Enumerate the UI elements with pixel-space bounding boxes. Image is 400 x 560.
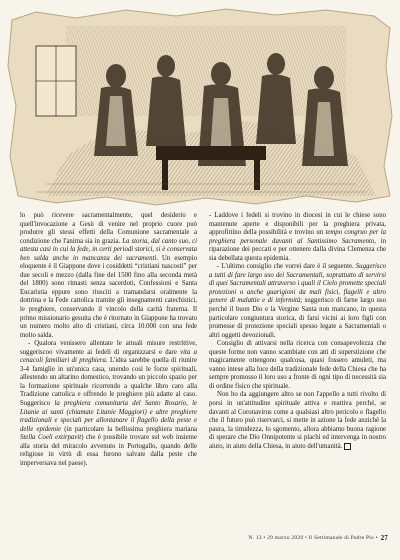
text-run: - Qualora venissero allentate le attuali misure restrittive, suggeriscoo vivamente ai fedeli di organizzarsi e dare <box>20 340 197 356</box>
paragraph <box>20 212 197 340</box>
text-italic: vita a cenacoli familiari di preghiera <box>20 348 197 365</box>
text-italic: La storia, dal canto suo, ci attesta casi in cui la fede, in certi periodi storici, si è conservata ben salda anche in mancanza dei sacramenti <box>20 237 197 262</box>
text-run: ; suggerisco di farne largo uso perché il buon Dio e la Vergine Santa non mancano, in questa particolare congiuntura storica, di farsi vicini ai loro figli con promesse di protezione speciali spesso legate a Sacramentali o altri oggetti devozionali. <box>209 297 386 339</box>
right-column <box>209 212 386 528</box>
left-column <box>20 212 197 528</box>
text-run: Consiglio di attivarsi nella ricerca con consapevolezza che queste forme non vanno scambiate con atti di superstizione che magicamente ottengono qualcosa, quasi fossero amuleti, ma vanno intese alla luce della tradizionale fede della Chiesa che ha sempre promosso il loro uso a fronte di ogni tipo di necessità sia di ordine fisico che spirituale. <box>209 340 386 390</box>
article-body <box>20 212 386 528</box>
page-number: 27 <box>380 534 388 542</box>
end-of-article-icon <box>344 443 351 450</box>
paragraph <box>209 391 386 451</box>
text-italic: la preghiera comunitaria del Santo Rosario, le Litanie ai santi (chiamate Litanie Maggiori) e altre preghiere tradizionali e speciali per allontanare il flagello della peste e delle epidemie <box>20 400 197 433</box>
text-run: - Laddove i fedeli si trovino in diocesi in cui le chiese sono mantenute aperte e disponibili per la preghiera privata, approfittino della possibilità e trovino un <box>209 212 386 237</box>
issue-info: N. 13 • 29 marzo 2020 • Il Settimanale di Padre Pio • <box>248 535 378 541</box>
paragraph <box>209 212 386 263</box>
paragraph <box>209 263 386 340</box>
text-run: - L'ultimo consiglio che vorrei dare è il seguente. <box>217 263 356 271</box>
text-run: ) che è possibile trovare sul web insieme alla storia del miracolo avvenuto in Portogallo, quando delle religiose in virtù di essa furono salvate dalla peste che imperversava nel paese). <box>20 434 197 467</box>
engraving-illustration <box>6 6 394 208</box>
text-italic: Stella Coeli extirpavit <box>20 434 82 442</box>
text-run: (in particolare la bellissima preghiera mariana <box>60 425 197 433</box>
text-run: lo può ricevere sacramentalmente, quel desiderio e quell'invocazione a Gesù di venire nel proprio cuore può produrre gli stessi effetti della Comunione sacramentale a condizione che l'anima sia in grazia. <box>20 212 197 245</box>
text-run: . L'idea sarebbe quella di riunire 3-4 famiglie in un'unica casa, unendo così le forze spirituali, allestendo un altarino domestico, trovando un piccolo spazio per la formazione spirituale ricorrendo a qualche libro caro alla Tradizione cattolica e offrendo le preghiere più adatte al caso. Suggerisco <box>20 357 197 408</box>
text-run: Non ho da aggiungere altro se non l'appello a tutti rivolto di porsi in un'attitudine spirituale attiva e reattiva perché, se davanti al Coronavirus come a qualsiasi altro pericolo e flagello che il futuro può riservarci, si mette in azione la fede anziché la paura, la timidezza, lo sgomento, allora abbiamo buona ragione di sperare che Dio Onnipotente si plachi ed intervenga in nostro aiuto, in aiuto della Chiesa, in aiuto dell'umanità. <box>209 391 386 450</box>
text-run: , in riparazione dei peccati e per ottenere dalla divina Clemenza che sia debellata questa epidemia. <box>209 237 386 262</box>
paragraph <box>20 340 197 468</box>
text-italic: Suggerisco a tutti di fare largo uso dei Sacramentali, soprattutto di servirsi di quei Sacramentali attraverso i quali il Cielo promette speciali protezioni o anche guarigioni da mali fisici, flagelli e altro genere di malattie e di infermità <box>209 263 386 305</box>
paragraph <box>209 340 386 391</box>
text-run: . Un esempio eloquente è il Giappone dove i cosiddetti “cristiani nascosti” per due secoli e mezzo (dalla fine del 1500 fino alla seconda metà del 1800) sono rimasti senza sacerdoti, Confessioni e Santa Eucaristia eppure sono riusciti a tramandarsi oralmente la dottrina e la Fede cattolica tramite gli insegnamenti catechistici, le preghiere, conservando il vincolo della carità fraterna. Il primo missionario gesuita che è ritornato in Giappone ha trovato un numero molto alto di cristiani, circa 10.000 con una fede molto salda. <box>20 254 197 339</box>
text-italic: tempo congruo per la preghiera personale davanti al Santissimo Sacramento <box>209 229 386 245</box>
page-footer <box>204 531 388 545</box>
